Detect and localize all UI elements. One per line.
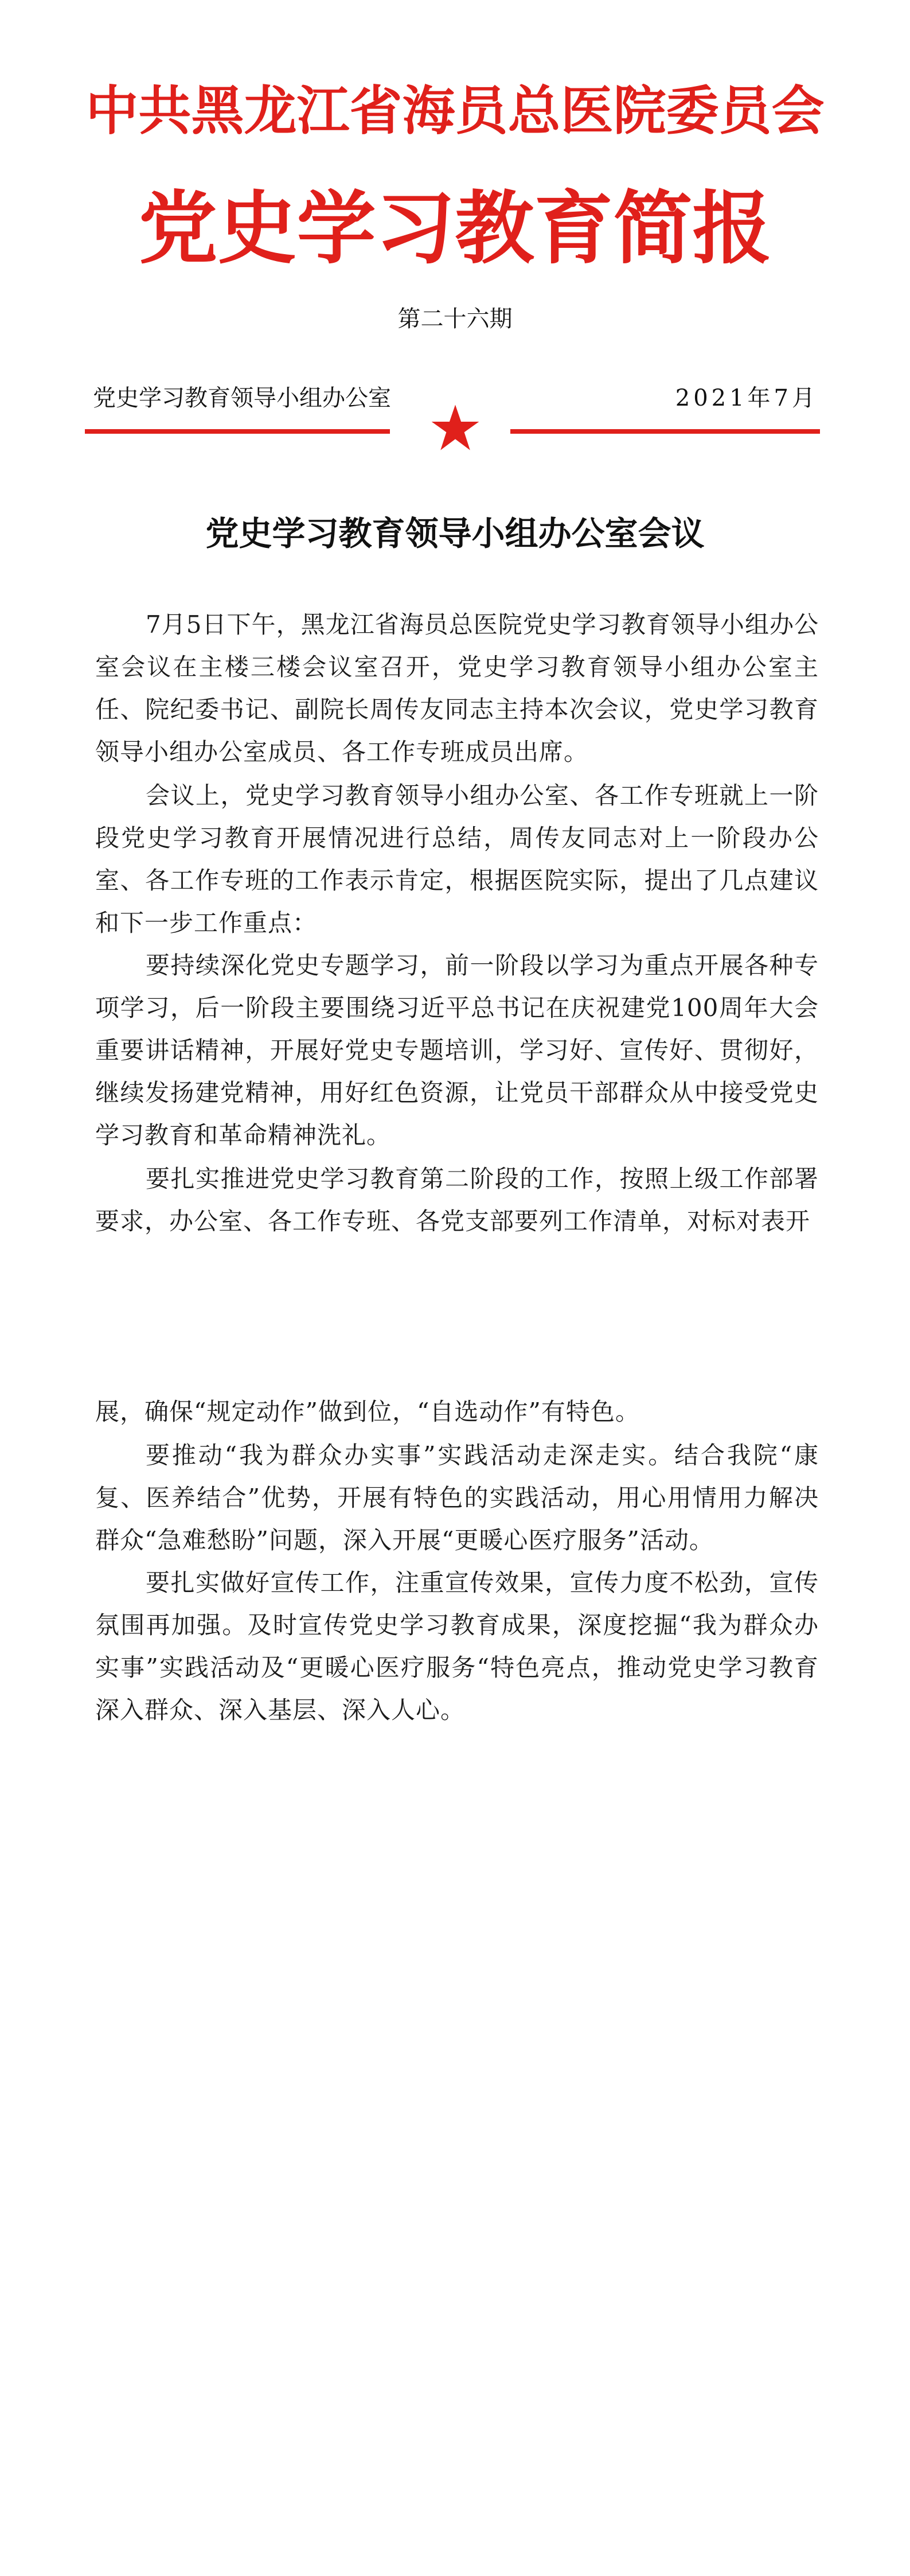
- bulletin-title: 党史学习教育简报: [138, 181, 772, 275]
- issue-date: 2021年7月: [675, 385, 818, 411]
- article-paragraph: 要持续深化党史专题学习，前一阶段以学习为重点开展各种专项学习，后一阶段主要围绕习近平总书记在庆祝建党100周年大会重要讲话精神，开展好党史专题培训，学习好、宣传好、贯彻好，继续发扬建党精神，用好红色资源，让党员干部群众从中接受党史学习教育和革命精神洗礼。: [95, 951, 819, 1149]
- article-paragraph: 要扎实做好宣传工作，注重宣传效果，宣传力度不松劲，宣传氛围再加强。及时宣传党史学习教育成果，深度挖掘“我为群众办实事”实践活动及“更暖心医疗服务“特色亮点，推动党史学习教育深入群众、深入基层、深入人心。: [95, 1569, 819, 1724]
- header-divider-left: [85, 429, 390, 434]
- organization-title: 中共黑龙江省海员总医院委员会: [85, 80, 825, 142]
- issue-number: 第二十六期: [397, 306, 513, 332]
- article-paragraph: 会议上，党史学习教育领导小组办公室、各工作专班就上一阶段党史学习教育开展情况进行总结，周传友同志对上一阶段办公室、各工作专班的工作表示肯定，根据医院实际，提出了几点建议和下一步工作重点：: [95, 781, 819, 937]
- article-title: 党史学习教育领导小组办公室会议: [205, 514, 705, 553]
- article-paragraph: 展，确保“规定动作”做到位，“自选动作”有特色。: [95, 1398, 640, 1426]
- article-paragraph: 7月5日下午，黑龙江省海员总医院党史学习教育领导小组办公室会议在主楼三楼会议室召开，党史学习教育领导小组办公室主任、院纪委书记、副院长周传友同志主持本次会议，党史学习教育领导小组办公室成员、各工作专班成员出席。: [95, 610, 819, 766]
- article-paragraph: 要推动“我为群众办实事”实践活动走深走实。结合我院“康复、医养结合”优势，开展有特色的实践活动，用心用情用力解决群众“急难愁盼”问题，深入开展“更暖心医疗服务”活动。: [95, 1441, 819, 1554]
- issuing-office: 党史学习教育领导小组办公室: [93, 385, 391, 411]
- header-divider-right: [510, 429, 820, 434]
- article-paragraph: 要扎实推进党史学习教育第二阶段的工作，按照上级工作部署要求，办公室、各工作专班、各党支部要列工作清单，对标对表开: [95, 1165, 819, 1235]
- red-star-icon: [429, 402, 482, 454]
